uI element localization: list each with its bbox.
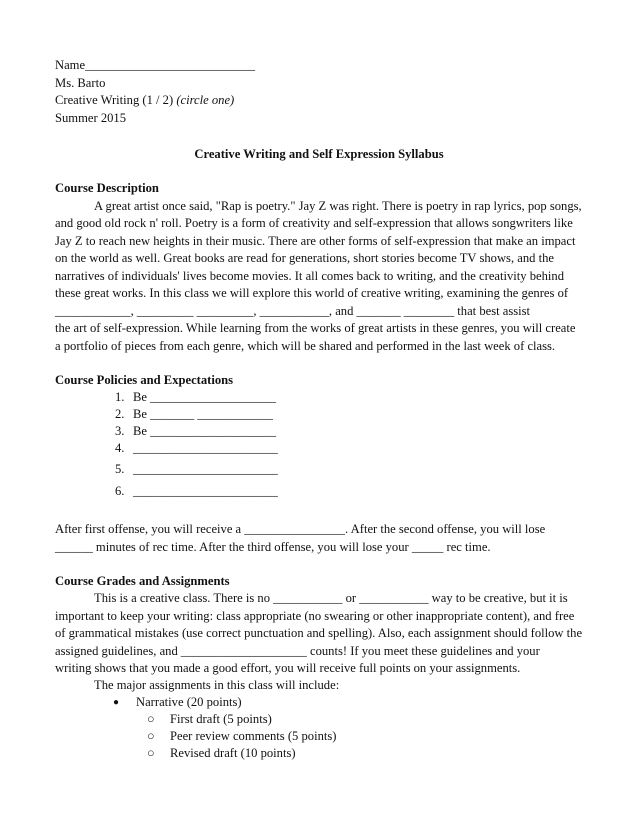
assignment-label: Narrative (20 points)	[136, 695, 242, 709]
page-title: Creative Writing and Self Expression Syllabus	[194, 147, 444, 161]
subitem-label: First draft (5 points)	[170, 712, 272, 726]
description-line: A great artist once said, "Rap is poetry." Jay Z was right. There is poetry in rap lyrics, pop songs,	[94, 199, 582, 213]
description-line: the art of self-expression. While learning from the works of great artists in these genres, you will create	[55, 321, 576, 335]
grades-line: assigned guidelines, and ____________________ counts! If you meet these guidelines and your	[55, 644, 540, 658]
grades-line: of grammatical mistakes (use correct punctuation and spelling). Also, each assignment should follow the	[55, 626, 583, 640]
bullet-icon: ●	[113, 697, 120, 708]
subitem-label: Revised draft (10 points)	[170, 746, 296, 760]
teacher-name: Ms. Barto	[55, 76, 106, 90]
policy-text: Be ____________________	[133, 424, 277, 438]
circle-bullet-icon: ○	[147, 712, 155, 726]
description-line: and good old rock n' roll. Poetry is a form of creativity and self-expression that allows songwriters like	[55, 216, 573, 230]
course-note: (circle one)	[176, 93, 235, 107]
policy-number: 4.	[115, 441, 125, 455]
policy-text: _______________________	[133, 462, 278, 476]
policy-number: 3.	[115, 424, 125, 438]
policy-text: Be _______ ____________	[133, 407, 273, 421]
course-name: Creative Writing (1 / 2)	[55, 93, 174, 107]
grades-heading: Course Grades and Assignments	[55, 574, 230, 588]
policy-number: 5.	[115, 462, 125, 476]
subitem	[147, 728, 336, 746]
offense-line: After first offense, you will receive a ________________. After the second offense, you will lose	[55, 522, 546, 536]
major-assignments-intro: The major assignments in this class will include:	[94, 678, 340, 692]
course-line	[55, 92, 234, 110]
policy-item	[115, 406, 273, 424]
grades-line: This is a creative class. There is no ___________ or ___________ way to be creative, but it is	[94, 591, 568, 605]
policy-item	[115, 440, 278, 458]
subitem-label: Peer review comments (5 points)	[170, 729, 337, 743]
description-line: on the world as well. Great books are read for generations, short stories become TV shows, and the	[55, 251, 554, 265]
description-line: ____________, _________ _________, ___________, and _______ ________ that best assist	[55, 304, 531, 318]
policy-text: _______________________	[133, 441, 278, 455]
policy-item	[115, 423, 276, 441]
description-line: these great works. In this class we will explore this world of creative writing, examining the genres of	[55, 286, 569, 300]
policy-item	[115, 461, 278, 479]
description-line: a portfolio of pieces from each genre, which will be shared and performed in the last week of class.	[55, 339, 556, 353]
policy-text: _______________________	[133, 484, 278, 498]
name-field: Name___________________________	[55, 58, 256, 72]
grades-line: writing shows that you made a good effort, you will receive full points on your assignments.	[55, 661, 521, 675]
description-line: Jay Z to reach new heights in their music. There are other forms of self-expression that make an impact	[55, 234, 576, 248]
policy-number: 1.	[115, 390, 125, 404]
policy-number: 6.	[115, 484, 125, 498]
circle-bullet-icon: ○	[147, 746, 155, 760]
description-line: narratives of individuals' lives become movies. It all comes back to writing, and the creativity behind	[55, 269, 565, 283]
policy-item	[115, 483, 278, 501]
assignment-item	[113, 694, 242, 712]
subitem	[147, 711, 272, 729]
offense-line: ______ minutes of rec time. After the third offense, you will lose your _____ rec time.	[55, 540, 491, 554]
policy-text: Be ____________________	[133, 390, 277, 404]
policy-number: 2.	[115, 407, 125, 421]
subitem	[147, 745, 296, 763]
policy-item	[115, 389, 276, 407]
circle-bullet-icon: ○	[147, 729, 155, 743]
description-heading: Course Description	[55, 181, 159, 195]
grades-line: important to keep your writing: class appropriate (no swearing or other inappropriate content), and free	[55, 609, 575, 623]
policies-heading: Course Policies and Expectations	[55, 373, 234, 387]
term: Summer 2015	[55, 111, 127, 125]
